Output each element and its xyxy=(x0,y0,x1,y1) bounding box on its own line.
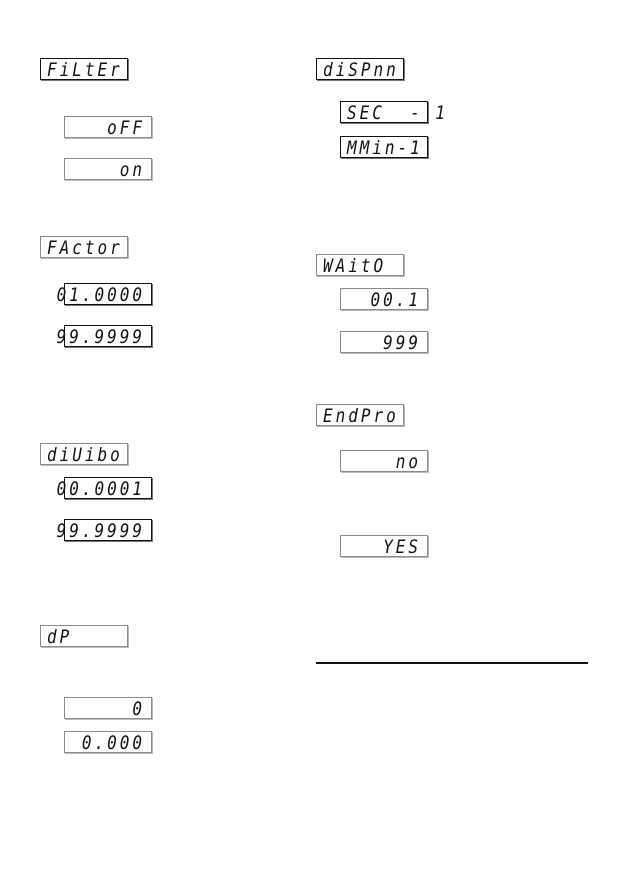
divibo-option-min[interactable] xyxy=(56,477,152,499)
endpro-option-yes-text: YES xyxy=(383,535,421,557)
factor-option-max[interactable] xyxy=(56,325,152,347)
dp-label-display xyxy=(40,625,128,647)
filter-label: FiLtEr xyxy=(47,58,123,80)
filter-option-off-text: oFF xyxy=(107,116,145,138)
dispnn-option-min-text: MMin-1 xyxy=(347,136,423,158)
wait0-label: WAitO xyxy=(323,254,387,276)
dp-option-0[interactable] xyxy=(64,697,152,719)
endpro-label-display xyxy=(316,404,404,426)
divibo-option-min-text: 00.0001 xyxy=(56,477,145,499)
filter-option-on[interactable] xyxy=(64,158,152,180)
divibo-option-max-text: 99.9999 xyxy=(56,519,145,541)
factor-label-display xyxy=(40,236,128,258)
dispnn-option-sec[interactable] xyxy=(340,101,449,123)
endpro-label: EndPro xyxy=(323,404,399,426)
wait0-option-max[interactable] xyxy=(340,331,428,353)
dispnn-option-min[interactable] xyxy=(340,136,428,158)
divibo-label-display xyxy=(40,443,128,465)
section-divider xyxy=(316,662,588,664)
dp-option-3-text: 0.000 xyxy=(81,731,145,753)
factor-option-min-text: 01.0000 xyxy=(56,283,145,305)
filter-label-display xyxy=(40,58,128,80)
divibo-label: diUibo xyxy=(47,443,123,465)
divibo-option-max[interactable] xyxy=(56,519,152,541)
dispnn-label-display xyxy=(316,58,404,80)
wait0-option-max-text: 999 xyxy=(383,331,421,353)
factor-option-min[interactable] xyxy=(56,283,152,305)
filter-option-on-text: on xyxy=(119,158,145,180)
endpro-option-no-text: no xyxy=(395,450,421,472)
dp-option-3[interactable] xyxy=(64,731,152,753)
endpro-option-yes[interactable] xyxy=(340,535,428,557)
dispnn-label: diSPnn xyxy=(323,58,399,80)
wait0-label-display xyxy=(316,254,404,276)
filter-option-off[interactable] xyxy=(64,116,152,138)
dispnn-option-sec-text: SEC - 1 xyxy=(347,101,449,123)
dp-option-0-text: 0 xyxy=(132,697,145,719)
endpro-option-no[interactable] xyxy=(340,450,428,472)
wait0-option-min-text: 00.1 xyxy=(370,288,421,310)
dp-label: dP xyxy=(47,625,73,647)
factor-label: FActor xyxy=(47,236,123,258)
factor-option-max-text: 99.9999 xyxy=(56,325,145,347)
wait0-option-min[interactable] xyxy=(340,288,428,310)
